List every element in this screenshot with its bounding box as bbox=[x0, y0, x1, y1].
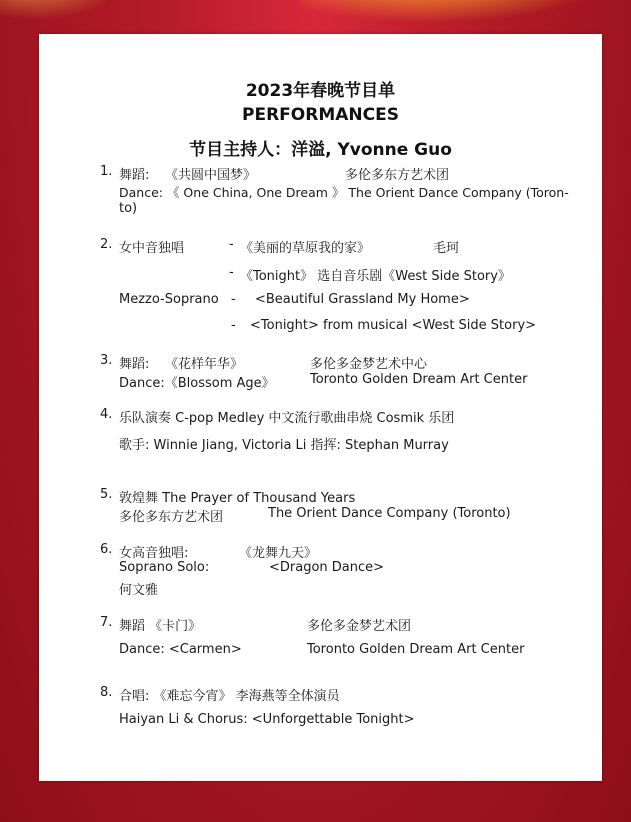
item-title-cn: 《共圆中国梦》 bbox=[165, 168, 257, 183]
title-english: PERFORMANCES bbox=[242, 105, 399, 125]
firework-decoration-left bbox=[0, 0, 120, 20]
item-type-en: Mezzo-Soprano bbox=[119, 292, 219, 307]
item-number: 7. bbox=[100, 615, 113, 630]
item-number: 3. bbox=[100, 353, 113, 368]
item-number: 8. bbox=[100, 685, 113, 700]
singer-cn: 何文雅 bbox=[119, 583, 159, 598]
item-line-cn: 合唱: 《难忘今宵》 李海燕等全体演员 bbox=[119, 689, 340, 704]
program-sheet bbox=[39, 34, 602, 781]
song-title-en: <Beautiful Grassland My Home> bbox=[255, 292, 470, 307]
item-group-cn: 多伦多东方艺术团 bbox=[345, 168, 450, 183]
item-group-cn: 多伦多金梦艺术中心 bbox=[310, 357, 428, 372]
item-number: 6. bbox=[100, 542, 113, 557]
item-group-cn: 多伦多东方艺术团 bbox=[119, 510, 224, 525]
item-number: 2. bbox=[100, 237, 113, 252]
dash: - bbox=[231, 292, 236, 307]
item-line: 敦煌舞 The Prayer of Thousand Years bbox=[119, 491, 356, 506]
item-group-en: Toronto Golden Dream Art Center bbox=[307, 642, 525, 657]
song-title-cn: 《Tonight》 选自音乐剧《West Side Story》 bbox=[240, 269, 511, 284]
item-type-cn: 女高音独唱: bbox=[119, 546, 189, 561]
item-group-cn: 多伦多金梦艺术团 bbox=[307, 619, 412, 634]
firework-decoration bbox=[300, 0, 630, 30]
item-line-en: Haiyan Li & Chorus: <Unforgettable Tonight> bbox=[119, 712, 415, 727]
dash: - bbox=[229, 265, 234, 280]
item-type-cn: 舞蹈: bbox=[119, 168, 150, 183]
item-type-cn: 舞蹈: bbox=[119, 357, 150, 372]
item-title-en: Dance: <Carmen> bbox=[119, 642, 242, 657]
host-line: 节目主持人：洋溢, Yvonne Guo bbox=[189, 140, 452, 160]
item-type-en: Soprano Solo: bbox=[119, 560, 210, 575]
item-number: 5. bbox=[100, 487, 113, 502]
item-english-line: Dance: 《 One China, One Dream 》 The Orient Dance Company (Toron- bbox=[119, 185, 569, 200]
item-line: 乐队演奏 C-pop Medley 中文流行歌曲串烧 Cosmik 乐团 bbox=[119, 411, 455, 426]
item-group-en: The Orient Dance Company (Toronto) bbox=[268, 506, 511, 521]
item-title-en: Dance:《Blossom Age》 bbox=[119, 376, 275, 391]
item-number: 4. bbox=[100, 407, 113, 422]
singer-cn: 毛珂 bbox=[433, 241, 460, 256]
item-title-cn: 《龙舞九天》 bbox=[239, 546, 318, 561]
item-title-cn: 舞蹈 《卡门》 bbox=[119, 619, 202, 634]
item-english-wrap: to) bbox=[119, 201, 138, 216]
dash: - bbox=[229, 237, 234, 252]
title-chinese: 2023年春晚节目单 bbox=[245, 81, 396, 101]
item-group-en: Toronto Golden Dream Art Center bbox=[310, 372, 528, 387]
item-title-en: <Dragon Dance> bbox=[269, 560, 385, 575]
item-line: 歌手: Winnie Jiang, Victoria Li 指挥: Stephan Murray bbox=[119, 438, 449, 453]
item-title-cn: 《花样年华》 bbox=[165, 357, 244, 372]
song-title-cn: 《美丽的草原我的家》 bbox=[240, 241, 371, 256]
dash: - bbox=[231, 318, 236, 333]
song-title-en: <Tonight> from musical <West Side Story> bbox=[250, 318, 537, 333]
item-number: 1. bbox=[100, 164, 113, 179]
item-type-cn: 女中音独唱 bbox=[119, 241, 185, 256]
